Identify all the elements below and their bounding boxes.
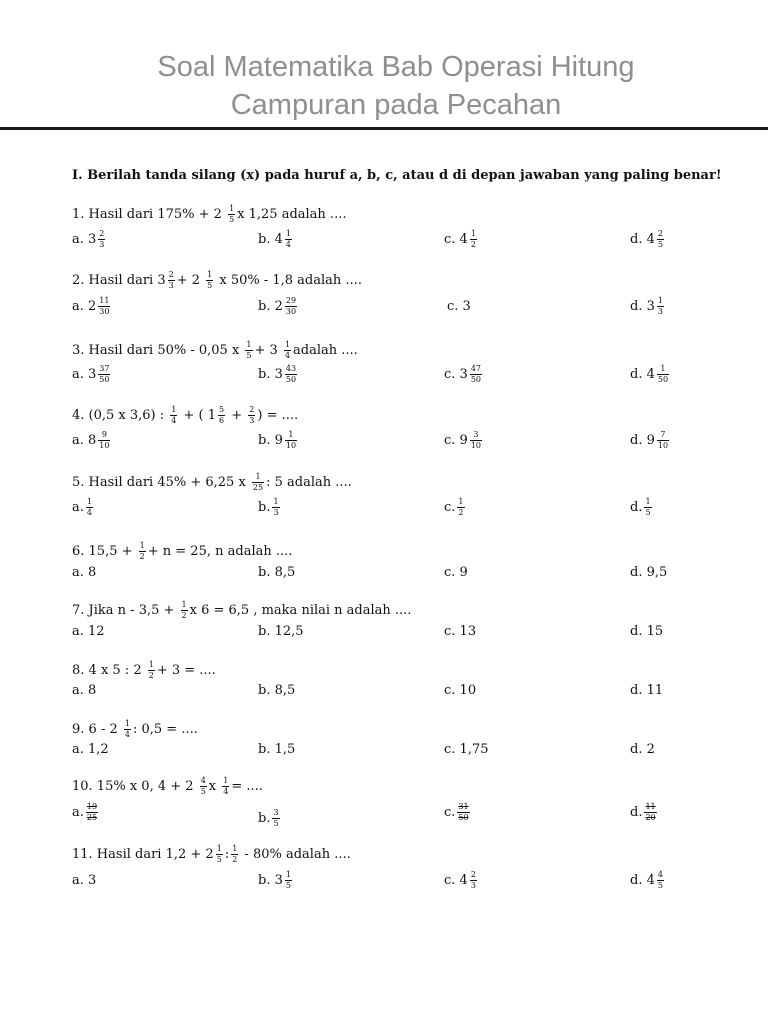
fraction: $\frac{2}{5}$ [657,229,663,249]
fraction: $\frac{2}{3}$ [470,870,476,890]
option-11c[interactable]: c. 4 $\frac{2}{3}$ [444,870,476,890]
fraction: $\frac{1}{5}$ [229,204,235,224]
question-10: 10. 15% x 0, 4 + 2 $\frac{4}{5}$ x $\frac{1}{4}$ = .... [72,776,263,796]
option-3b[interactable]: b. 3 $\frac{43}{50}$ [258,364,297,384]
option-3a[interactable]: a. 3 $\frac{37}{50}$ [72,364,110,384]
option-7c[interactable]: c. 13 [444,624,477,639]
question-7: 7. Jika n - 3,5 + $\frac{1}{2}$ x 6 = 6,5 , maka nilai n adalah .... [72,600,412,620]
option-6b[interactable]: b. 8,5 [258,565,296,580]
option-2a[interactable]: a. 2 $\frac{11}{30}$ [72,296,110,316]
question-11: 11. Hasil dari 1,2 + 2 $\frac{1}{5}$ : $\frac{1}{2}$ - 80% adalah .... [72,844,351,864]
question-text: x 1,25 adalah .... [237,207,347,222]
option-4c[interactable]: c. 9 $\frac{3}{10}$ [444,430,482,450]
option-7d[interactable]: d. 15 [630,624,664,639]
option-5b[interactable]: b. $\frac{1}{3}$ [258,497,279,517]
fraction: $\frac{4}{5}$ [200,776,206,796]
option-2c[interactable]: c. 3 [447,299,471,314]
fraction: $\frac{1}{2}$ [148,660,154,680]
option-8c[interactable]: c. 10 [444,683,477,698]
fraction: $\frac{47}{50}$ [470,364,482,384]
title-line-1: Soal Matematika Bab Operasi Hitung [157,51,635,83]
option-11d[interactable]: d. 4 $\frac{4}{5}$ [630,870,663,890]
question-8: 8. 4 x 5 : 2 $\frac{1}{2}$ + 3 = .... [72,660,216,680]
option-5d[interactable]: d. $\frac{1}{5}$ [630,497,651,517]
fraction: $\frac{1}{50}$ [657,364,669,384]
fraction: $\frac{9}{10}$ [99,430,110,450]
instruction: I. Berilah tanda silang (x) pada huruf a, b, c, atau d di depan jawaban yang paling benar! [72,168,722,183]
fraction: $\frac{7}{10}$ [657,430,669,450]
option-3d[interactable]: d. 4 $\frac{1}{50}$ [630,364,669,384]
title-line-2: Campuran pada Pecahan [230,89,562,121]
fraction: $\frac{1}{5}$ [645,497,651,517]
fraction: $\frac{1}{3}$ [657,296,663,316]
question-2: 2. Hasil dari 3 $\frac{2}{3}$ + 2 $\frac{1}{5}$ x 50% - 1,8 adalah .... [72,270,362,290]
fraction: $\frac{2}{3}$ [99,229,105,249]
option-1d[interactable]: d. 4 $\frac{2}{5}$ [630,229,663,249]
option-1a[interactable]: a. 3 $\frac{2}{3}$ [72,229,105,249]
fraction: $\frac{29}{30}$ [285,296,297,316]
fraction: $\frac{1}{4}$ [284,340,291,360]
option-6c[interactable]: c. 9 [444,565,468,580]
option-7a[interactable]: a. 12 [72,624,105,639]
fraction: $\frac{19}{25}$ [86,802,98,822]
fraction: $\frac{1}{5}$ [285,870,291,890]
question-text: 1. Hasil dari 175% + 2 [72,207,222,222]
option-6a[interactable]: a. 8 [72,565,97,580]
fraction: $\frac{1}{4}$ [285,229,291,249]
option-1c[interactable]: c. 4 $\frac{1}{2}$ [444,229,476,249]
fraction: $\frac{5}{6}$ [219,405,225,425]
question-6: 6. 15,5 + $\frac{1}{2}$ + n = 25, n adalah .... [72,541,293,561]
option-1b[interactable]: b. 4 $\frac{1}{4}$ [258,229,291,249]
question-5: 5. Hasil dari 45% + 6,25 x $\frac{1}{25}$ : 5 adalah .... [72,472,352,492]
option-6d[interactable]: d. 9,5 [630,565,668,580]
option-5a[interactable]: a. $\frac{1}{4}$ [72,497,92,517]
fraction: $\frac{1}{2}$ [139,541,145,561]
question-1 [72,204,346,225]
fraction: $\frac{2}{3}$ [249,405,255,425]
option-5c[interactable]: c. $\frac{1}{2}$ [444,497,464,517]
option-3c[interactable]: c. 3 $\frac{47}{50}$ [444,364,482,384]
option-9d[interactable]: d. 2 [630,742,655,757]
fraction: $\frac{1}{3}$ [273,497,279,517]
fraction: $\frac{1}{4}$ [223,776,229,796]
option-8b[interactable]: b. 8,5 [258,683,296,698]
option-2d[interactable]: d. 3 $\frac{1}{3}$ [630,296,663,316]
fraction: $\frac{3}{10}$ [470,430,482,450]
option-10a[interactable]: a. $\frac{19}{25}$ [72,802,98,822]
option-9c[interactable]: c. 1,75 [444,742,489,757]
fraction: $\frac{1}{5}$ [246,340,252,360]
title-divider [0,127,768,130]
fraction: $\frac{11}{30}$ [99,296,110,316]
option-2b[interactable]: b. 2 $\frac{29}{30}$ [258,296,297,316]
fraction: $\frac{1}{25}$ [252,472,264,492]
option-8d[interactable]: d. 11 [630,683,664,698]
question-4: 4. (0,5 x 3,6) : $\frac{1}{4}$ + ( 1 $\frac{5}{6}$ + $\frac{2}{3}$ ) = .... [72,405,299,425]
option-11b[interactable]: b. 3 $\frac{1}{5}$ [258,870,291,890]
fraction: $\frac{1}{5}$ [216,844,222,864]
fraction: $\frac{4}{5}$ [657,870,663,890]
fraction: $\frac{11}{20}$ [645,802,656,822]
option-9a[interactable]: a. 1,2 [72,742,109,757]
fraction: $\frac{1}{4}$ [86,497,92,517]
fraction: $\frac{1}{2}$ [181,600,187,620]
option-11a[interactable]: a. 3 [72,873,97,888]
option-4d[interactable]: d. 9 $\frac{7}{10}$ [630,430,669,450]
fraction: $\frac{31}{50}$ [458,802,469,822]
question-9: 9. 6 - 2 $\frac{1}{4}$ : 0,5 = .... [72,719,198,739]
option-10d[interactable]: d. $\frac{11}{20}$ [630,802,656,822]
fraction: $\frac{37}{50}$ [99,364,110,384]
fraction: $\frac{43}{50}$ [285,364,297,384]
page-title [0,48,768,124]
option-7b[interactable]: b. 12,5 [258,624,304,639]
fraction: $\frac{3}{5}$ [273,808,279,828]
fraction: $\frac{1}{4}$ [171,405,177,425]
option-4a[interactable]: a. 8 $\frac{9}{10}$ [72,430,110,450]
option-10c[interactable]: c. $\frac{31}{50}$ [444,802,469,822]
option-8a[interactable]: a. 8 [72,683,97,698]
fraction: $\frac{1}{2}$ [232,844,238,864]
fraction: $\frac{1}{10}$ [285,430,297,450]
fraction: $\frac{1}{2}$ [470,229,476,249]
fraction: $\frac{1}{5}$ [207,270,213,290]
question-3: 3. Hasil dari 50% - 0,05 x $\frac{1}{5}$ + 3 $\frac{1}{4}$ adalah .... [72,340,358,360]
option-4b[interactable]: b. 9 $\frac{1}{10}$ [258,430,297,450]
fraction: $\frac{1}{2}$ [458,497,464,517]
option-10b[interactable]: b. $\frac{3}{5}$ [258,808,279,828]
fraction: $\frac{1}{4}$ [124,719,130,739]
fraction: $\frac{2}{3}$ [168,270,174,290]
option-9b[interactable]: b. 1,5 [258,742,296,757]
